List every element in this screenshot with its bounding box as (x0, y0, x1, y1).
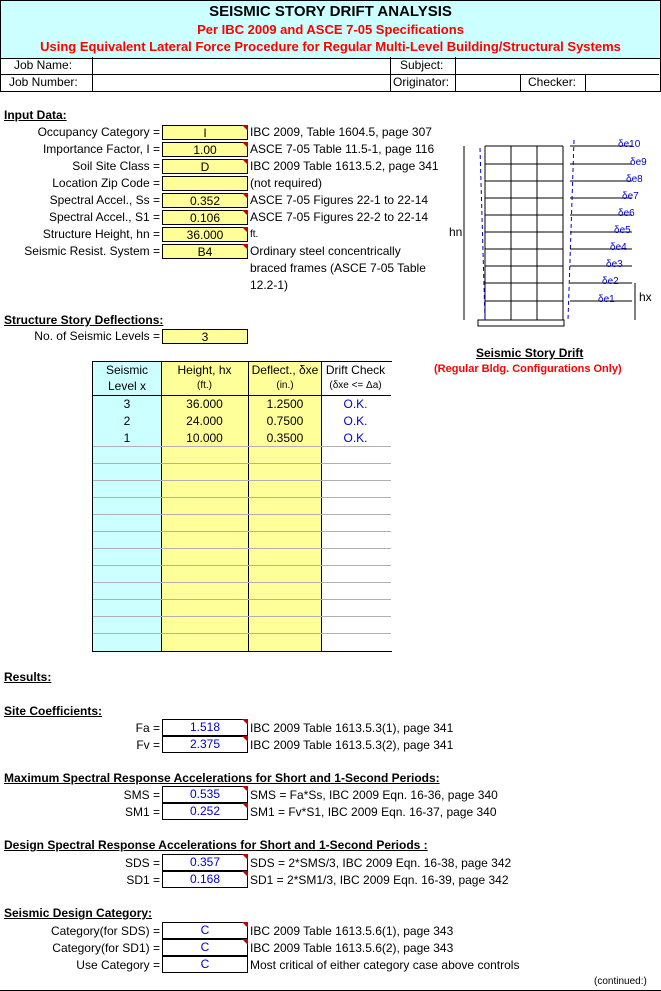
level-3-label: δe3 (606, 259, 623, 270)
sd1-label: SD1 = (126, 873, 160, 887)
importance-ref: ASCE 7-05 Table 11.5-1, page 116 (250, 142, 435, 156)
checker-field[interactable] (587, 75, 657, 90)
page-subtitle-2: Using Equivalent Lateral Force Procedure for Regular Multi-Level Building/Structural Systems (40, 39, 621, 54)
level-1-label: δe1 (598, 294, 615, 305)
level-8-label: δe8 (626, 174, 643, 185)
fv-ref: IBC 2009 Table 1613.5.3(2), page 341 (250, 738, 454, 752)
comment-marker (242, 719, 248, 725)
level-2-label: δe2 (602, 276, 619, 287)
importance-input[interactable]: 1.00 (162, 142, 248, 157)
resist-system-label: Seismic Resist. System = (24, 244, 160, 258)
resist-system-input[interactable]: B4 (162, 244, 248, 259)
comment-marker (242, 159, 248, 165)
design-spectral-heading: Design Spectral Response Accelerations for Short and 1-Second Periods : (4, 838, 428, 852)
table-cell: 2 (123, 414, 131, 428)
table-cell[interactable]: 1.2500 (266, 397, 304, 411)
fv-value: 2.375 (162, 736, 248, 753)
col-height-header: Height, hx (177, 363, 232, 377)
table-cell: 3 (123, 397, 131, 411)
col-height-unit: (ft.) (197, 380, 212, 391)
page-title: SEISMIC STORY DRIFT ANALYSIS (209, 3, 452, 20)
levels-input[interactable]: 3 (162, 329, 248, 344)
job-name-label: Job Name: (14, 58, 73, 72)
zip-code-label: Location Zip Code = (52, 176, 160, 190)
divider (455, 57, 456, 91)
comment-marker (242, 244, 248, 250)
col-level-header-2: Level x (107, 379, 147, 393)
max-spectral-heading: Maximum Spectral Response Accelerations for Short and 1-Second Periods: (4, 771, 440, 785)
comment-marker (242, 871, 248, 877)
comment-marker (242, 210, 248, 216)
sds-label: SDS = (124, 856, 160, 870)
ss-input[interactable]: 0.352 (162, 193, 248, 208)
resist-system-ref-3: 12.2-1) (250, 278, 289, 292)
job-number-label: Job Number: (9, 75, 78, 89)
table-cell: 1 (123, 431, 131, 445)
sms-label: SMS = (123, 788, 160, 802)
continued-note: (continued:) (594, 976, 647, 987)
deflections-heading: Structure Story Deflections: (4, 313, 164, 327)
sd1-ref: SD1 = 2*SM1/3, IBC 2009 Eqn. 16-39, page 342 (250, 873, 509, 887)
resist-system-ref-2: braced frames (ASCE 7-05 Table (250, 261, 426, 275)
diagram-caption: Seismic Story Drift (476, 346, 584, 360)
diagram-caption-2: (Regular Bldg. Configurations Only) (434, 363, 622, 375)
subject-field[interactable] (457, 58, 657, 73)
comment-marker (242, 125, 248, 131)
category-sds-label: Category(for SDS) = (50, 924, 160, 938)
comment-marker (242, 193, 248, 199)
col-check-unit: (δxe <= Δa) (329, 380, 382, 391)
comment-marker (242, 786, 248, 792)
comment-marker (242, 922, 248, 928)
sm1-ref: SM1 = Fv*S1, IBC 2009 Eqn. 16-37, page 340 (250, 805, 497, 819)
fa-ref: IBC 2009 Table 1613.5.3(1), page 341 (250, 721, 454, 735)
fv-label: Fv = (136, 738, 160, 752)
input-data-heading: Input Data: (4, 108, 67, 122)
occupancy-input[interactable]: I (162, 125, 248, 140)
level-9-label: δe9 (630, 157, 647, 168)
comment-marker (242, 803, 248, 809)
height-unit: ft. (250, 229, 259, 240)
comment-marker (242, 736, 248, 742)
level-4-label: δe4 (610, 242, 627, 253)
hn-label: hn (449, 225, 463, 239)
results-heading: Results: (4, 670, 52, 684)
soil-class-ref: IBC 2009 Table 1613.5.2, page 341 (250, 159, 439, 173)
s1-label: Spectral Accel., S1 = (48, 210, 160, 224)
sm1-value: 0.252 (162, 803, 248, 820)
table-cell[interactable]: 0.7500 (266, 414, 304, 428)
comment-marker (242, 142, 248, 148)
ss-ref: ASCE 7-05 Figures 22-1 to 22-14 (250, 193, 429, 207)
checker-label: Checker: (528, 75, 577, 89)
subject-label: Subject: (400, 58, 444, 72)
level-6-label: δe6 (618, 208, 635, 219)
category-sd1-label: Category(for SD1) = (52, 941, 160, 955)
col-check-header: Drift Check (325, 363, 386, 377)
level-5-label: δe5 (614, 225, 631, 236)
page-subtitle: Per IBC 2009 and ASCE 7-05 Specifications (197, 22, 464, 37)
zip-code-input[interactable] (162, 176, 248, 191)
divider (390, 57, 391, 91)
divider (585, 74, 586, 91)
table-cell[interactable]: 24.000 (186, 414, 223, 428)
table-cell[interactable]: 10.000 (186, 431, 223, 445)
table-cell: O.K. (343, 431, 368, 445)
use-category-value: C (162, 956, 248, 973)
occupancy-label: Occupancy Category = (37, 125, 160, 139)
foundation-icon (478, 320, 564, 326)
s1-input[interactable]: 0.106 (162, 210, 248, 225)
table-cell: O.K. (343, 397, 368, 411)
importance-label: Importance Factor, I = (42, 142, 160, 156)
originator-label: Originator: (393, 75, 450, 89)
fa-label: Fa = (135, 721, 160, 735)
category-sd1-ref: IBC 2009 Table 1613.5.6(2), page 343 (250, 941, 454, 955)
col-level-header: Seismic (105, 363, 148, 377)
category-sds-value: C (162, 922, 248, 939)
use-category-ref: Most critical of either category case above controls (250, 958, 520, 972)
sds-value: 0.357 (162, 854, 248, 871)
level-10-label: δe10 (618, 139, 641, 150)
sms-value: 0.535 (162, 786, 248, 803)
site-coefficients-heading: Site Coefficients: (4, 704, 103, 718)
category-sds-ref: IBC 2009 Table 1613.5.6(1), page 343 (250, 924, 454, 938)
occupancy-ref: IBC 2009, Table 1604.5, page 307 (250, 125, 432, 139)
col-deflect-header: Deflect., δxe (251, 363, 319, 377)
design-category-heading: Seismic Design Category: (4, 906, 153, 920)
sds-ref: SDS = 2*SMS/3, IBC 2009 Eqn. 16-38, page 342 (250, 856, 512, 870)
height-input[interactable]: 36.000 (162, 227, 248, 242)
table-cell: O.K. (343, 414, 368, 428)
originator-field[interactable] (457, 75, 519, 90)
table-cell[interactable]: 0.3500 (266, 431, 304, 445)
table-cell[interactable]: 36.000 (186, 397, 223, 411)
soil-class-label: Soil Site Class = (72, 159, 160, 173)
comment-marker (242, 854, 248, 860)
comment-marker (242, 227, 248, 233)
level-7-label: δe7 (622, 191, 639, 202)
zip-code-ref: (not required) (250, 176, 323, 190)
col-deflect-unit: (in.) (276, 380, 294, 391)
category-sd1-value: C (162, 939, 248, 956)
job-number-field[interactable] (94, 75, 389, 90)
soil-class-input[interactable]: D (162, 159, 248, 174)
sd1-value: 0.168 (162, 871, 248, 888)
divider (520, 74, 521, 91)
divider (92, 57, 93, 91)
ss-label: Spectral Accel., Ss = (49, 193, 160, 207)
job-name-field[interactable] (94, 58, 389, 73)
sm1-label: SM1 = (124, 805, 160, 819)
use-category-label: Use Category = (76, 958, 160, 972)
height-label: Structure Height, hn = (42, 227, 160, 241)
fa-value: 1.518 (162, 719, 248, 736)
sms-ref: SMS = Fa*Ss, IBC 2009 Eqn. 16-36, page 340 (250, 788, 498, 802)
s1-ref: ASCE 7-05 Figures 22-2 to 22-14 (250, 210, 429, 224)
levels-label: No. of Seismic Levels = (34, 329, 160, 343)
comment-marker (242, 939, 248, 945)
hx-label: hx (639, 290, 652, 304)
resist-system-ref: Ordinary steel concentrically (250, 244, 401, 258)
